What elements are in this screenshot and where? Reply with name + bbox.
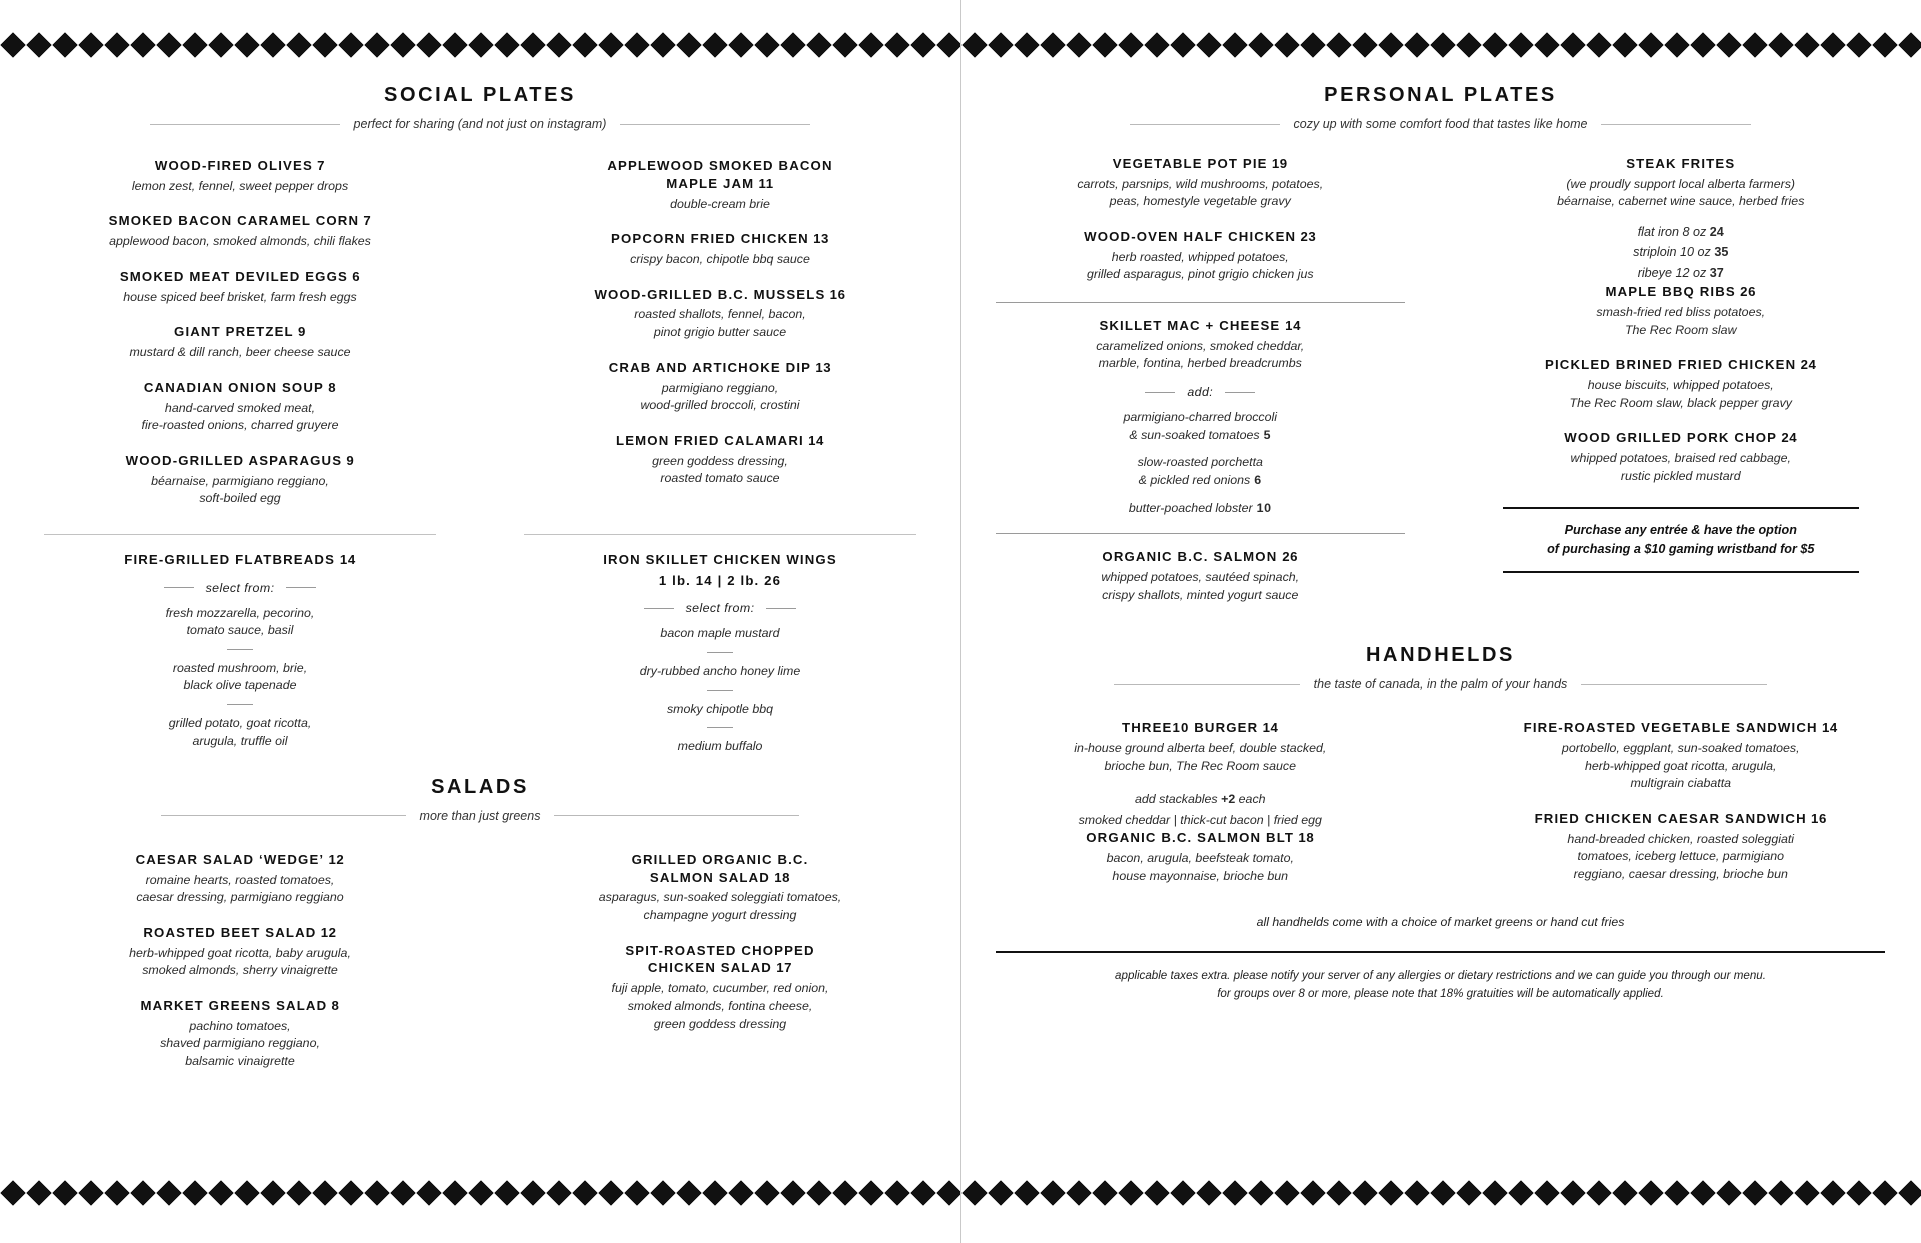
menu-item-price: 14 bbox=[803, 432, 824, 448]
menu-item-name: APPLEWOOD SMOKED BACON MAPLE JAM 11 bbox=[607, 158, 833, 191]
menu-item-description: house spiced beef brisket, farm fresh eggs bbox=[123, 289, 357, 304]
handhelds-header bbox=[960, 644, 1921, 691]
option-divider bbox=[707, 652, 733, 653]
menu-item-price: 14 bbox=[1258, 720, 1279, 736]
menu-item-description: house biscuits, whipped potatoes, The Rec Room slaw, black pepper gravy bbox=[1569, 378, 1792, 410]
menu-item bbox=[18, 268, 462, 306]
menu-item-name: SMOKED BACON CARAMEL CORN 7 bbox=[108, 213, 372, 229]
menu-item-description: roasted shallots, fennel, bacon, pinot grigio butter sauce bbox=[634, 307, 806, 340]
rule-left bbox=[1114, 684, 1300, 685]
option-item: roasted mushroom, brie, black olive tapenade bbox=[172, 660, 308, 693]
menu-item-price: 8 bbox=[327, 997, 340, 1013]
menu-item bbox=[18, 997, 462, 1071]
option-divider bbox=[707, 727, 733, 728]
menu-item-description: smash-fried red bliss potatoes, The Rec Room slaw bbox=[1596, 305, 1766, 337]
menu-item-name: MARKET GREENS SALAD 8 bbox=[140, 997, 340, 1013]
mac-item bbox=[996, 317, 1405, 373]
rule-right bbox=[620, 124, 810, 125]
menu-item-description: pachino tomatoes, shaved parmigiano reggiano, balsamic vinaigrette bbox=[160, 1018, 320, 1068]
menu-item-description: whipped potatoes, braised red cabbage, rustic pickled mustard bbox=[1570, 451, 1791, 483]
rule bbox=[164, 587, 194, 588]
mac-add-price: 5 bbox=[1259, 427, 1272, 442]
menu-item bbox=[18, 851, 462, 907]
menu-item-name: STEAK FRITES bbox=[1626, 156, 1736, 171]
menu-item-name: GIANT PRETZEL 9 bbox=[174, 324, 306, 340]
menu-item-price: 13 bbox=[808, 231, 829, 247]
salads-subtitle: more than just greens bbox=[419, 808, 541, 823]
personal-plates-items bbox=[960, 155, 1921, 604]
salmon-desc: whipped potatoes, sautéed spinach, crispy shallots, minted yogurt sauce bbox=[1101, 569, 1300, 602]
flatbreads-label: FIRE-GRILLED FLATBREADS bbox=[124, 551, 336, 567]
menu-item-description: carrots, parsnips, wild mushrooms, potatoes, peas, homestyle vegetable gravy bbox=[1077, 176, 1324, 209]
menu-item-price: 24 bbox=[1796, 357, 1817, 373]
rule-right bbox=[1581, 684, 1767, 685]
menu-item-description: herb-whipped goat ricotta, baby arugula, smoked almonds, sherry vinaigrette bbox=[129, 945, 351, 978]
flatbreads-item bbox=[18, 551, 462, 569]
menu-item bbox=[1477, 810, 1886, 884]
wings-select-label: select from: bbox=[685, 601, 755, 616]
menu-item bbox=[1477, 429, 1886, 485]
menu-item bbox=[498, 942, 942, 1033]
menu-item-price: 11 bbox=[754, 175, 774, 191]
stackable-price: +2 bbox=[1221, 792, 1236, 807]
menu-item-name: THREE10 BURGER 14 bbox=[1122, 720, 1279, 736]
menu-item-description: hand-carved smoked meat, fire-roasted onions, charred gruyere bbox=[141, 400, 339, 433]
menu-item-name: ORGANIC B.C. SALMON BLT 18 bbox=[1086, 830, 1315, 846]
menu-item-description: bacon, arugula, beefsteak tomato, house mayonnaise, brioche bun bbox=[1106, 851, 1294, 883]
steak-cut-row: striploin 10 oz 35 bbox=[1633, 245, 1729, 260]
menu-item bbox=[498, 286, 942, 342]
menu-item-name: POPCORN FRIED CHICKEN 13 bbox=[611, 231, 829, 247]
social-plates-column-b bbox=[480, 157, 960, 508]
footer-rule bbox=[996, 951, 1885, 953]
steak-frites-block bbox=[1477, 155, 1886, 211]
mac-add-label: add: bbox=[1187, 385, 1214, 400]
salads-items bbox=[0, 851, 960, 1071]
menu-item-description: applewood bacon, smoked almonds, chili flakes bbox=[109, 234, 371, 249]
mac-add-row bbox=[996, 385, 1405, 399]
flatbreads-select-from bbox=[18, 581, 462, 595]
menu-item-price: 7 bbox=[312, 158, 326, 173]
menu-item-price: 9 bbox=[293, 324, 306, 340]
mac-name bbox=[996, 317, 1405, 335]
wing-options bbox=[498, 625, 942, 755]
menu-item-price: 26 bbox=[1735, 284, 1757, 300]
footer-note: applicable taxes extra. please notify your server of any allergies or dietary restrictions and we can guide you through our menu. for groups over 8 or more, please note that 18% gratuities will be automatically applied. bbox=[1115, 969, 1766, 1001]
option-item: grilled potato, goat ricotta, arugula, truffle oil bbox=[168, 716, 312, 748]
menu-item-price: 16 bbox=[825, 286, 846, 302]
mac-rule-top bbox=[996, 302, 1405, 303]
menu-item-description: béarnaise, parmigiano reggiano, soft-boiled egg bbox=[151, 473, 329, 506]
wings-prices: 1 lb. 14 | 2 lb. 26 bbox=[658, 572, 782, 588]
salmon-item bbox=[996, 548, 1405, 604]
option-item: dry-rubbed ancho honey lime bbox=[639, 663, 801, 678]
rule-right bbox=[1601, 124, 1751, 125]
salads-title: SALADS bbox=[431, 775, 529, 798]
menu-item-name: FRIED CHICKEN CAESAR SANDWICH 16 bbox=[1534, 810, 1827, 826]
option-item: medium buffalo bbox=[677, 739, 763, 754]
menu-item-price: 9 bbox=[342, 452, 355, 468]
menu-item-price: 24 bbox=[1777, 430, 1798, 446]
menu-item-name: CAESAR SALAD ‘WEDGE’ 12 bbox=[135, 851, 345, 867]
handhelds-column-b bbox=[1441, 719, 1921, 885]
option-item: smoky chipotle bbq bbox=[666, 701, 774, 716]
menu-item-description: fuji apple, tomato, cucumber, red onion, smoked almonds, fontina cheese, green goddess dressing bbox=[611, 981, 829, 1031]
flatbread-options bbox=[18, 605, 462, 751]
personal-items-right bbox=[1477, 283, 1886, 485]
mac-add-options bbox=[996, 409, 1405, 517]
flatbreads-name bbox=[18, 551, 462, 569]
menu-item-price: 6 bbox=[347, 268, 361, 284]
menu-item-name: WOOD-GRILLED ASPARAGUS 9 bbox=[125, 452, 355, 468]
flatbreads-rule bbox=[44, 534, 436, 535]
menu-item-price: 23 bbox=[1296, 229, 1317, 245]
personal-plates-subtitle: cozy up with some comfort food that tastes like home bbox=[1293, 117, 1588, 131]
personal-column-a bbox=[960, 155, 1441, 604]
social-plates-column-a bbox=[0, 157, 480, 508]
rule bbox=[1225, 392, 1255, 393]
menu-item-description: green goddess dressing, roasted tomato sauce bbox=[652, 453, 788, 486]
option-divider bbox=[227, 704, 253, 705]
menu-item bbox=[1477, 155, 1886, 211]
menu-item-description: double-cream brie bbox=[670, 196, 770, 211]
mac-add-option: parmigiano-charred broccoli & sun-soaked tomatoes 5 bbox=[1123, 410, 1278, 442]
menu-item-price: 16 bbox=[1806, 810, 1827, 826]
menu-item bbox=[996, 829, 1405, 885]
menu-item-price: 18 bbox=[1294, 830, 1315, 846]
menu-item bbox=[18, 379, 462, 435]
personal-plates-subtitle-row bbox=[960, 117, 1921, 131]
menu-item bbox=[18, 924, 462, 980]
rule-left bbox=[1130, 124, 1280, 125]
personal-plates-header bbox=[960, 84, 1921, 131]
wings-select-from bbox=[498, 601, 942, 615]
menu-item bbox=[498, 432, 942, 488]
menu-item-name: GRILLED ORGANIC B.C. SALMON SALAD 18 bbox=[631, 851, 809, 885]
handhelds-column-a bbox=[960, 719, 1441, 885]
menu-item-name: VEGETABLE POT PIE 19 bbox=[1112, 156, 1288, 171]
menu-item-name: LEMON FRIED CALAMARI 14 bbox=[616, 432, 824, 448]
option-item: bacon maple mustard bbox=[660, 626, 780, 641]
flatbreads-select-label: select from: bbox=[205, 580, 275, 595]
option-divider bbox=[227, 649, 253, 650]
menu-item-price: 18 bbox=[769, 869, 791, 885]
menu-item bbox=[18, 157, 462, 195]
option-divider bbox=[707, 690, 733, 691]
menu-item-name: WOOD-GRILLED B.C. MUSSELS 16 bbox=[594, 286, 846, 302]
menu-item bbox=[1477, 356, 1886, 412]
handhelds-note: all handhelds come with a choice of market greens or hand cut fries bbox=[1256, 915, 1625, 930]
salmon-label: ORGANIC B.C. SALMON bbox=[1102, 549, 1278, 565]
handhelds-title: HANDHELDS bbox=[1366, 644, 1515, 667]
menu-item bbox=[498, 230, 942, 268]
flatbreads-price: 14 bbox=[339, 551, 356, 567]
social-plates-title: SOCIAL PLATES bbox=[384, 84, 576, 106]
menu-item-name: MAPLE BBQ RIBS 26 bbox=[1605, 284, 1757, 300]
menu-item-name: FIRE-ROASTED VEGETABLE SANDWICH 14 bbox=[1523, 720, 1838, 736]
salmon-rule bbox=[996, 533, 1405, 534]
stackables-block bbox=[996, 791, 1405, 829]
mac-desc: caramelized onions, smoked cheddar, marble, fontina, herbed breadcrumbs bbox=[1096, 338, 1305, 371]
handhelds-items-top bbox=[996, 719, 1405, 775]
menu-item-name: WOOD GRILLED PORK CHOP 24 bbox=[1564, 430, 1798, 446]
menu-item-price: 14 bbox=[1817, 720, 1838, 736]
menu-item bbox=[1477, 719, 1886, 793]
social-plates-subtitle-row bbox=[0, 117, 960, 131]
menu-item-description: romaine hearts, roasted tomatoes, caesar dressing, parmigiano reggiano bbox=[136, 872, 344, 905]
rule bbox=[1145, 392, 1175, 393]
rule-left bbox=[161, 815, 406, 816]
menu-item bbox=[996, 228, 1405, 284]
wings-name: IRON SKILLET CHICKEN WINGS bbox=[603, 551, 837, 567]
handhelds-items bbox=[960, 719, 1921, 885]
salmon-name bbox=[996, 548, 1405, 566]
rule-right bbox=[554, 815, 799, 816]
menu-item-description: herb roasted, whipped potatoes, grilled asparagus, pinot grigio chicken jus bbox=[1086, 249, 1314, 282]
salads-column-b bbox=[480, 851, 960, 1071]
rule bbox=[644, 608, 674, 609]
menu-item-price: 8 bbox=[323, 379, 337, 395]
salmon-price: 26 bbox=[1282, 549, 1299, 565]
menu-item-name: CRAB AND ARTICHOKE DIP 13 bbox=[608, 359, 832, 375]
menu-item-name: CANADIAN ONION SOUP 8 bbox=[143, 379, 337, 395]
menu-item-name: PICKLED BRINED FRIED CHICKEN 24 bbox=[1545, 357, 1817, 373]
menu-item-price: 7 bbox=[359, 213, 372, 229]
social-plates-header bbox=[0, 84, 960, 131]
menu-item-price: 17 bbox=[771, 960, 793, 976]
menu-item-description: lemon zest, fennel, sweet pepper drops bbox=[131, 178, 349, 193]
menu-item-price: 19 bbox=[1267, 156, 1288, 171]
menu-item-description: (we proudly support local alberta farmers) béarnaise, cabernet wine sauce, herbed fries bbox=[1557, 176, 1805, 209]
steak-cuts-list bbox=[1477, 222, 1886, 283]
mac-add-option: butter-poached lobster 10 bbox=[1128, 500, 1272, 515]
menu-item-price: 13 bbox=[811, 359, 832, 375]
social-plates-subtitle: perfect for sharing (and not just on instagram) bbox=[353, 117, 607, 131]
menu-item-name: WOOD-FIRED OLIVES 7 bbox=[154, 158, 326, 173]
promo-rule-bottom bbox=[1503, 571, 1860, 573]
menu-item-name: ROASTED BEET SALAD 12 bbox=[143, 924, 337, 940]
steak-cut-price: 37 bbox=[1709, 265, 1724, 280]
menu-item bbox=[1477, 283, 1886, 339]
menu-item bbox=[498, 851, 942, 925]
mac-label: SKILLET MAC + CHEESE bbox=[1099, 318, 1281, 334]
personal-plates-title: PERSONAL PLATES bbox=[1324, 84, 1557, 106]
menu-item-price: 12 bbox=[324, 851, 345, 867]
menu-item bbox=[18, 452, 462, 508]
salads-column-a bbox=[0, 851, 480, 1071]
social-plates-items bbox=[0, 157, 960, 508]
footer-block bbox=[996, 951, 1885, 1003]
handhelds-subtitle-row bbox=[960, 677, 1921, 691]
flatbreads-block bbox=[0, 512, 480, 756]
social-plates-features bbox=[0, 512, 960, 756]
option-item: fresh mozzarella, pecorino, tomato sauce, basil bbox=[165, 605, 315, 638]
steak-cut-price: 24 bbox=[1709, 225, 1724, 240]
menu-item-description: portobello, eggplant, sun-soaked tomatoes, herb-whipped goat ricotta, arugula, multigrain ciabatta bbox=[1561, 740, 1800, 791]
handhelds-items-bottom bbox=[996, 829, 1405, 885]
mac-add-price: 10 bbox=[1252, 500, 1272, 515]
steak-cut-row: ribeye 12 oz 37 bbox=[1637, 265, 1724, 280]
mac-add-option: slow-roasted porchetta & pickled red onions 6 bbox=[1137, 455, 1263, 487]
stackables-line1: add stackables +2 each bbox=[1134, 792, 1266, 807]
salads-subtitle-row bbox=[0, 809, 960, 823]
mac-add-price: 6 bbox=[1250, 472, 1262, 487]
left-page bbox=[0, 58, 960, 1180]
promo-text: Purchase any entrée & have the option of purchasing a $10 gaming wristband for $5 bbox=[1547, 523, 1815, 557]
menu-item-price: 12 bbox=[316, 924, 337, 940]
steak-cut-price: 35 bbox=[1714, 245, 1729, 260]
menu-item bbox=[498, 157, 942, 213]
rule bbox=[286, 587, 316, 588]
handhelds-subtitle: the taste of canada, in the palm of your hands bbox=[1313, 677, 1568, 692]
menu-item-description: mustard & dill ranch, beer cheese sauce bbox=[129, 345, 351, 360]
stackables-line2: smoked cheddar | thick-cut bacon | fried egg bbox=[1078, 812, 1322, 827]
menu-item-description: asparagus, sun-soaked soleggiati tomatoes, champagne yogurt dressing bbox=[598, 890, 842, 923]
personal-items-top bbox=[996, 155, 1405, 284]
menu-item-description: in-house ground alberta beef, double stacked, brioche bun, The Rec Room sauce bbox=[1074, 740, 1327, 773]
menu-item bbox=[18, 212, 462, 250]
menu-item bbox=[498, 359, 942, 415]
menu-item-description: crispy bacon, chipotle bbq sauce bbox=[630, 252, 810, 267]
rule bbox=[766, 608, 796, 609]
menu-page bbox=[0, 58, 1921, 1180]
steak-cut-row: flat iron 8 oz 24 bbox=[1637, 225, 1724, 240]
menu-item bbox=[18, 323, 462, 361]
menu-item bbox=[996, 719, 1405, 775]
menu-item-name: SMOKED MEAT DEVILED EGGS 6 bbox=[119, 268, 361, 284]
right-page bbox=[960, 58, 1921, 1180]
menu-item-name: WOOD-OVEN HALF CHICKEN 23 bbox=[1084, 229, 1317, 245]
menu-item-description: hand-breaded chicken, roasted soleggiati tomatoes, iceberg lettuce, parmigiano reggiano, caesar dressing, brioche bun bbox=[1567, 831, 1795, 881]
wings-item bbox=[498, 551, 942, 590]
rule-left bbox=[150, 124, 340, 125]
menu-item bbox=[996, 155, 1405, 211]
salads-header bbox=[0, 776, 960, 823]
wings-block bbox=[480, 512, 960, 756]
menu-item-description: parmigiano reggiano, wood-grilled broccoli, crostini bbox=[640, 380, 800, 413]
mac-price: 14 bbox=[1285, 318, 1302, 334]
menu-item-name: SPIT-ROASTED CHOPPED CHICKEN SALAD 17 bbox=[625, 942, 815, 976]
promo-box bbox=[1503, 507, 1860, 573]
wings-rule bbox=[524, 534, 916, 535]
personal-column-b bbox=[1441, 155, 1921, 604]
